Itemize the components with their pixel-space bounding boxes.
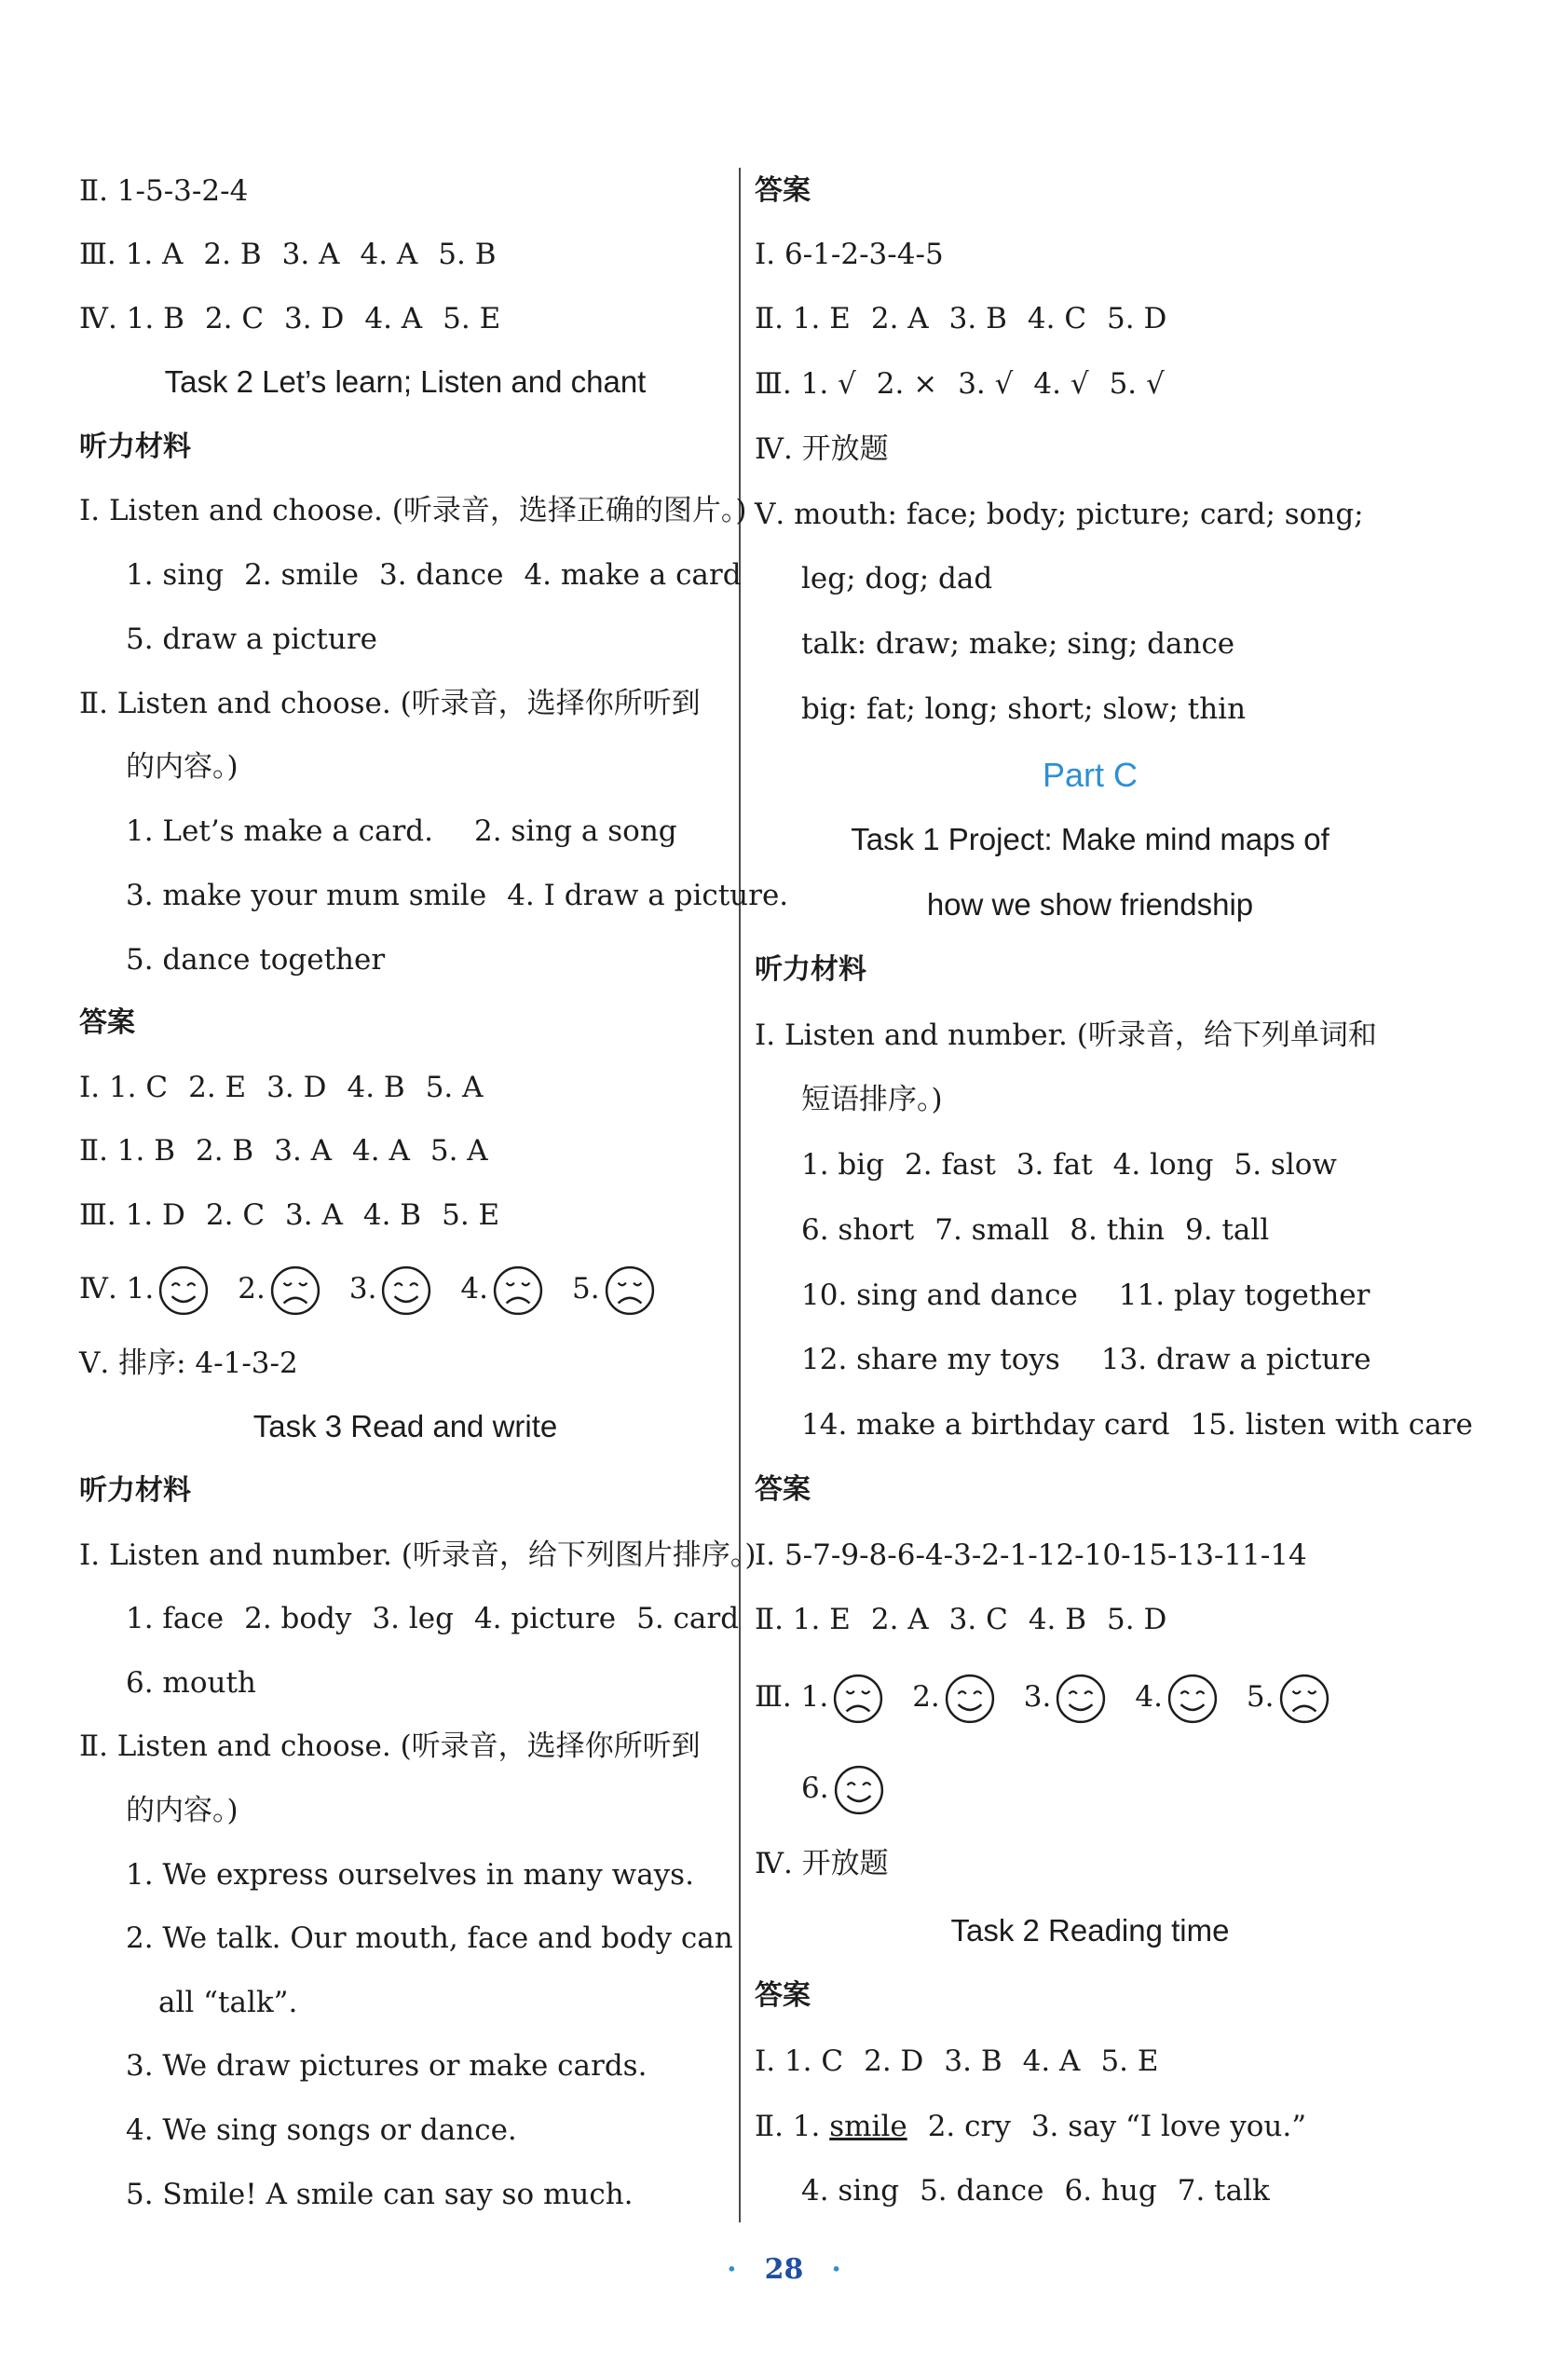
exercise-title-cont: 短语排序。) (801, 1083, 943, 1116)
exercise-line: 5. Smile! A smile can say so much. (126, 2178, 634, 2211)
task-title: Task 2 Let’s learn; Listen and chant (164, 364, 647, 399)
exercise-line-cont: all “talk”. (158, 1986, 298, 2019)
answer-line: Ⅱ. 1. E 2. A 3. B 4. C 5. D (755, 302, 1167, 335)
sad-face-icon (1278, 1673, 1330, 1725)
task-title-cont: how we show friendship (926, 887, 1254, 922)
answer-line-cont: 4. sing 5. dance 6. hug 7. talk (801, 2174, 1270, 2208)
face-answer-line: Ⅳ. 1. 2. 3. 4. 5. (79, 1258, 684, 1319)
answer-line: Ⅰ. 6-1-2-3-4-5 (755, 238, 944, 271)
answer-line: Ⅰ. 1. C 2. D 3. B 4. A 5. E (755, 2044, 1159, 2078)
section-heading: 听力材料 (755, 953, 866, 986)
answer-line: Ⅱ. 1. smile 2. cry 3. say “I love you.” (755, 2110, 1307, 2143)
exercise-line: 5. draw a picture (126, 622, 378, 656)
smiley-face-icon (1166, 1673, 1219, 1725)
answer-line: Ⅲ. 1. A 2. B 3. A 4. A 5. B (79, 238, 497, 271)
exercise-title-cont: 的内容。) (126, 750, 239, 784)
section-heading: 答案 (755, 1473, 811, 1506)
section-heading: 答案 (79, 1006, 135, 1039)
exercise-line: 5. dance together (126, 943, 386, 977)
part-title: Part C (1042, 756, 1139, 794)
exercise-line: 6. mouth (126, 1666, 256, 1700)
answer-line: Ⅴ. mouth: face; body; picture; card; song; (755, 498, 1364, 531)
exercise-title: Ⅰ. Listen and number. (听录音，给下列单词和 (755, 1018, 1377, 1052)
answer-line: Ⅴ. 排序: 4-1-3-2 (79, 1347, 298, 1380)
exercise-line: 1. Let’s make a card. 2. sing a song (126, 814, 677, 848)
exercise-line: 6. short 7. small 8. thin 9. tall (801, 1213, 1270, 1247)
answer-line: Ⅱ. 1. E 2. A 3. C 4. B 5. D (755, 1603, 1167, 1636)
answer-line-cont: leg; dog; dad (801, 562, 993, 595)
section-heading: 听力材料 (79, 431, 191, 463)
task-title: Task 1 Project: Make mind maps of (851, 822, 1329, 856)
answer-line: Ⅳ. 1. B 2. C 3. D 4. A 5. E (79, 302, 501, 335)
exercise-line: 1. big 2. fast 3. fat 4. long 5. slow (801, 1148, 1337, 1182)
face-answer-line: 6. (755, 1757, 913, 1819)
exercise-line: 14. make a birthday card 15. listen with care (801, 1408, 1473, 1442)
section-heading: 答案 (755, 174, 811, 207)
exercise-line: 1. face 2. body 3. leg 4. picture 5. card (126, 1602, 740, 1635)
exercise-title-cont: 的内容。) (126, 1794, 239, 1827)
sad-face-icon (492, 1265, 544, 1317)
exercise-line: 2. We talk. Our mouth, face and body can (126, 1921, 733, 1955)
underlined-answer: smile (829, 2110, 907, 2143)
task-title: Task 3 Read and write (252, 1409, 558, 1443)
exercise-line: 3. We draw pictures or make cards. (126, 2049, 648, 2083)
exercise-line: 1. We express ourselves in many ways. (126, 1858, 694, 1892)
exercise-line: 10. sing and dance 11. play together (801, 1278, 1370, 1312)
sad-face-icon (832, 1673, 884, 1725)
exercise-line: 1. sing 2. smile 3. dance 4. make a card (126, 558, 742, 592)
exercise-title: Ⅰ. Listen and choose. (听录音，选择正确的图片。) (79, 494, 747, 527)
exercise-line: 12. share my toys 13. draw a picture (801, 1343, 1371, 1376)
sad-face-icon (269, 1265, 321, 1317)
answer-line: Ⅱ. 1-5-3-2-4 (79, 174, 249, 208)
column-divider (739, 168, 741, 2222)
exercise-title: Ⅱ. Listen and choose. (听录音，选择你所听到 (79, 1729, 701, 1763)
answer-line-cont: big: fat; long; short; slow; thin (801, 692, 1247, 726)
answer-line: Ⅲ. 1. D 2. C 3. A 4. B 5. E (79, 1198, 500, 1232)
section-heading: 听力材料 (79, 1474, 191, 1507)
smiley-face-icon (1055, 1673, 1107, 1725)
smiley-face-icon (833, 1764, 885, 1816)
section-heading: 答案 (755, 1979, 811, 2012)
answer-line: Ⅱ. 1. B 2. B 3. A 4. A 5. A (79, 1134, 488, 1168)
answer-line-cont: talk: draw; make; sing; dance (801, 627, 1235, 661)
answer-line: Ⅰ. 1. C 2. E 3. D 4. B 5. A (79, 1071, 484, 1104)
sad-face-icon (604, 1265, 656, 1317)
answer-line: Ⅳ. 开放题 (755, 432, 889, 466)
exercise-line: 4. We sing songs or dance. (126, 2113, 517, 2147)
smiley-face-icon (157, 1265, 210, 1317)
answer-line: Ⅲ. 1. √ 2. × 3. √ 4. √ 5. √ (755, 367, 1165, 401)
page-number: · 28 · (727, 2253, 841, 2286)
exercise-line: 3. make your mum smile 4. I draw a picture. (126, 879, 789, 912)
exercise-title: Ⅱ. Listen and choose. (听录音，选择你所听到 (79, 687, 701, 720)
answer-line: Ⅰ. 5-7-9-8-6-4-3-2-1-12-10-15-13-11-14 (755, 1538, 1307, 1572)
answer-line: Ⅳ. 开放题 (755, 1847, 889, 1880)
smiley-face-icon (380, 1265, 432, 1317)
smiley-face-icon (944, 1673, 996, 1725)
face-answer-line: Ⅲ. 1. 2. 3. 4. 5. (755, 1666, 1358, 1728)
exercise-title: Ⅰ. Listen and number. (听录音，给下列图片排序。) (79, 1538, 757, 1572)
task-title: Task 2 Reading time (950, 1913, 1230, 1948)
